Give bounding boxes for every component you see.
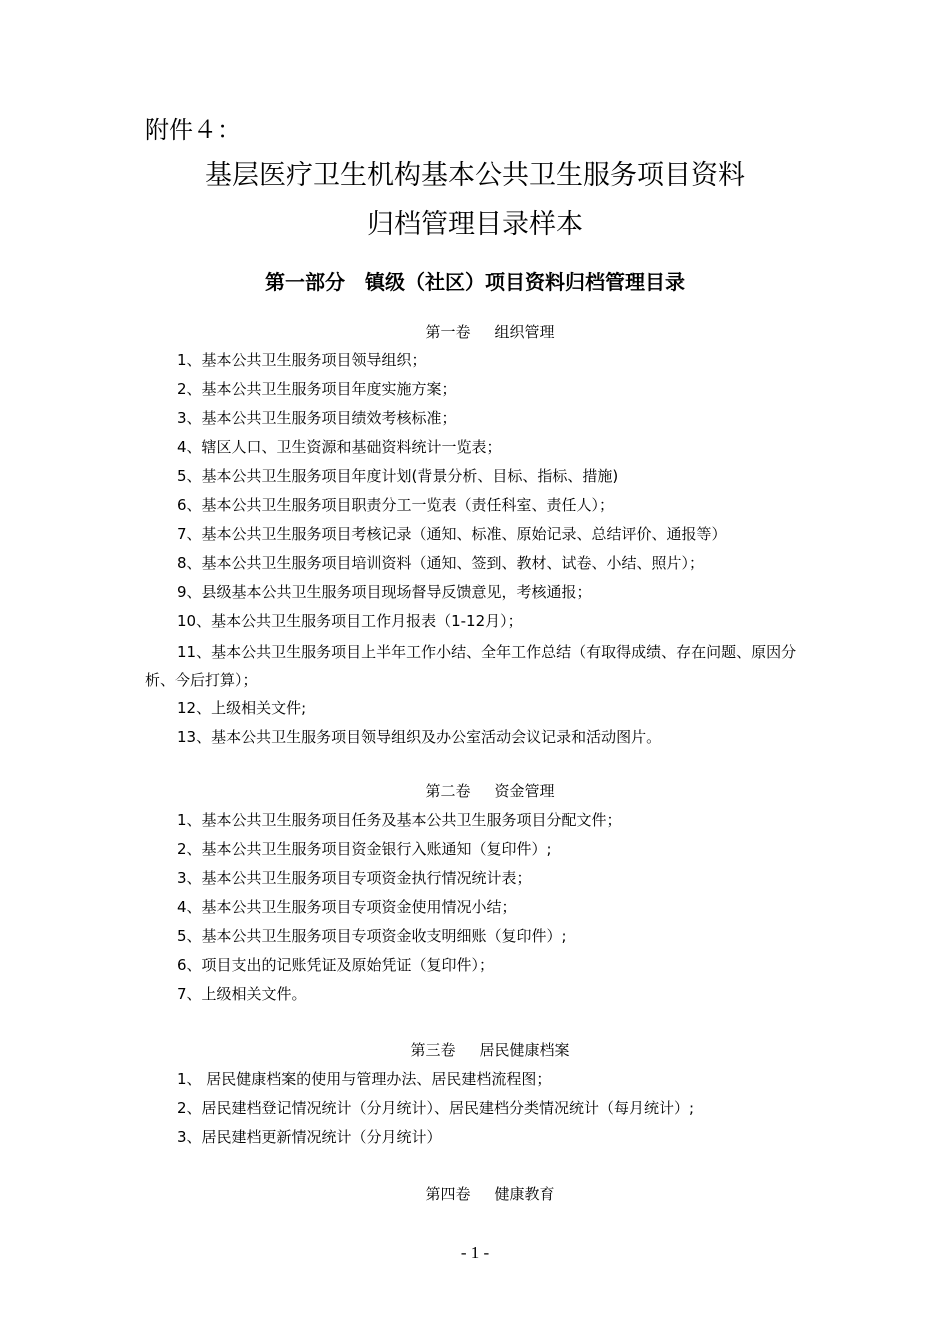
list-item: 8、基本公共卫生服务项目培训资料（通知、签到、教材、试卷、小结、照片）； (177, 554, 705, 572)
page-number: - 1 - (460, 1243, 490, 1262)
volume-name: 资金管理 (494, 782, 555, 800)
list-item: 1、 居民健康档案的使用与管理办法、居民建档流程图； (177, 1070, 552, 1088)
list-item: 9、县级基本公共卫生服务项目现场督导反馈意见，考核通报； (177, 583, 592, 601)
list-item: 5、基本公共卫生服务项目年度计划(背景分析、目标、指标、措施) (177, 467, 619, 485)
list-item: 11、基本公共卫生服务项目上半年工作小结、全年工作总结（有取得成绩、存在问题、原因分析、今后打算）； (145, 643, 797, 689)
volume-number: 第二卷 (425, 782, 471, 800)
volume-number: 第四卷 (425, 1185, 471, 1203)
volume-number: 第三卷 (410, 1041, 456, 1059)
list-item: 7、上级相关文件。 (177, 985, 307, 1003)
list-item: 3、居民建档更新情况统计（分月统计） (177, 1128, 442, 1146)
list-item: 1、基本公共卫生服务项目任务及基本公共卫生服务项目分配文件； (177, 811, 622, 829)
volume-heading-1 (0, 320, 950, 344)
volume-heading-2 (0, 779, 950, 803)
list-item: 1、基本公共卫生服务项目领导组织； (177, 351, 427, 369)
list-item: 7、基本公共卫生服务项目考核记录（通知、标准、原始记录、总结评价、通报等） (177, 525, 727, 543)
volume-heading-4 (0, 1182, 950, 1206)
volume-number: 第一卷 (425, 323, 471, 341)
list-item: 10、基本公共卫生服务项目工作月报表（1-12月）； (177, 612, 523, 630)
list-item: 2、基本公共卫生服务项目资金银行入账通知（复印件）; (177, 840, 552, 858)
list-item: 2、基本公共卫生服务项目年度实施方案； (177, 380, 457, 398)
volume-2-list (145, 808, 810, 1011)
list-item: 3、基本公共卫生服务项目专项资金执行情况统计表； (177, 869, 532, 887)
list-item: 6、基本公共卫生服务项目职责分工一览表（责任科室、责任人）； (177, 496, 615, 514)
list-item: 6、项目支出的记账凭证及原始凭证（复印件）； (177, 956, 495, 974)
list-item: 4、辖区人口、卫生资源和基础资料统计一览表； (177, 438, 502, 456)
volume-heading-3 (0, 1038, 950, 1062)
volume-name: 组织管理 (494, 323, 555, 341)
document-title-line-2: 归档管理目录样本 (367, 209, 583, 240)
list-item: 3、基本公共卫生服务项目绩效考核标准； (177, 409, 457, 427)
volume-1-list (145, 348, 810, 754)
volume-name: 居民健康档案 (479, 1041, 570, 1059)
volume-name: 健康教育 (494, 1185, 555, 1203)
volume-3-list (145, 1067, 810, 1154)
list-item: 13、基本公共卫生服务项目领导组织及办公室活动会议记录和活动图片。 (177, 728, 662, 746)
list-item: 2、居民建档登记情况统计（分月统计）、居民建档分类情况统计（每月统计）; (177, 1099, 695, 1117)
document-title-line-1: 基层医疗卫生机构基本公共卫生服务项目资料 (205, 160, 745, 191)
list-item: 12、上级相关文件; (177, 699, 307, 717)
part-title: 第一部分 镇级（社区）项目资料归档管理目录 (265, 270, 685, 294)
list-item: 5、基本公共卫生服务项目专项资金收支明细账（复印件）; (177, 927, 567, 945)
list-item: 4、基本公共卫生服务项目专项资金使用情况小结； (177, 898, 517, 916)
attachment-label: 附件４： (145, 116, 241, 144)
